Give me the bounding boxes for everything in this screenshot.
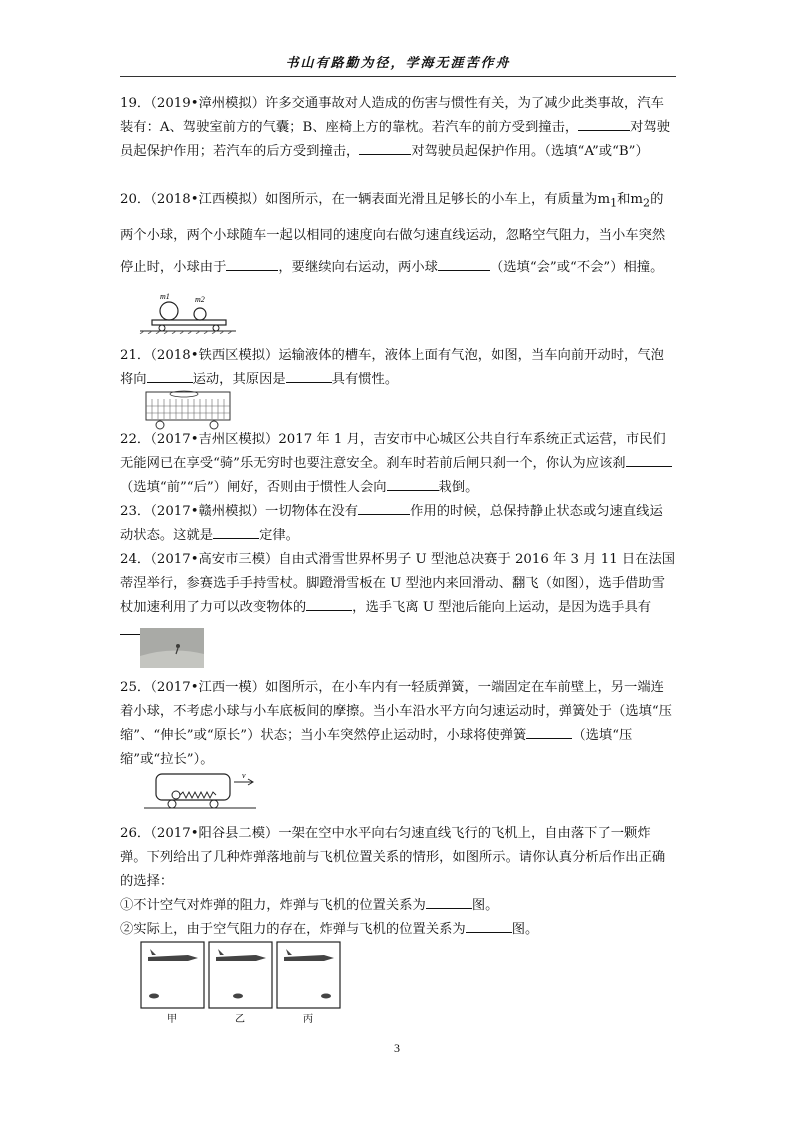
q24-blank-1[interactable] [306,596,352,611]
q19-blank-1[interactable] [578,116,630,131]
panel-label-bing: 丙 [303,1014,313,1024]
question-21 [120,344,676,392]
q26-blank-1[interactable] [426,894,472,909]
q21-text-1: 21．（2018•铁西区模拟）运输液体的槽车，液体上面有气泡，如图，当车向前开动时，气泡将向 [120,348,664,387]
page-number: 3 [394,1041,400,1055]
panel-yi [209,942,272,1024]
plane-icon [148,955,198,961]
figure-label-m2: m2 [195,295,205,304]
q22-text-2: （选填“前”“后”）闸好，否则由于惯性人会向 [120,480,387,495]
cart-spring-figure [140,770,260,812]
cart-wheel-right [213,325,219,331]
q21-blank-1[interactable] [147,368,193,383]
q20-text-5: （选填“会”或“不会”）相撞。 [489,259,664,275]
q20-text-1: 20．（2018•江西模拟）如图所示，在一辆表面光滑且足够长的小车上，有质量为m [120,192,611,207]
skier-figure [176,644,180,648]
q24-text-1: 24．（2017•高安市三模）自由式滑雪世界杯男子 U 型池总决赛于 2016 年 3 月 11 日在法国蒂涅举行，参赛选手手持雪杖。脚蹬滑雪板在 U 型池内来回滑动、翻飞（如图），选手借助雪杖加速利用了力可以改变物体的 [120,552,676,615]
bomb-icon [321,994,331,999]
q24-text-2: ，选手飞离 U 型池后能向上运动，是因为选手具有 [352,600,652,615]
cart-two-balls-figure [138,290,238,334]
q19-text-2: 对驾驶员起保护作用；若汽车的后方受到撞击， [120,120,671,159]
q26-text-3: 图。 [471,898,499,913]
q22-blank-1[interactable] [626,452,672,467]
header-rule [120,76,676,77]
plane-icon [284,955,334,961]
q20-subscript-2: 2 [643,196,651,210]
q23-blank-1[interactable] [358,500,410,515]
q20-blank-2[interactable] [438,256,490,271]
q20-blank-1[interactable] [226,256,278,271]
q21-text-2: 运动，其原因是 [192,372,286,387]
q22-blank-2[interactable] [387,476,439,491]
q20-text-2: 和m [617,192,644,207]
skier-photo [140,628,204,668]
question-22 [120,428,676,500]
header-motto: 书山有路勤为径，学海无涯苦作舟 [285,56,511,71]
plane-bomb-figure [140,940,344,1024]
q25-text-2: （选填“压缩”或“拉长”）。 [120,728,633,767]
spring [180,792,216,798]
q20-text-3: 的两个小球，两个小球随车一起以相同的速度向右做匀速直线运动，忽略空气阻力，当小车突然停止时，小球由于 [120,192,666,275]
bomb-icon [233,994,243,999]
ball-m1 [160,302,178,320]
q26-text-4: ②实际上，由于空气阻力的存在，炸弹与飞机的位置关系为 [120,922,466,937]
q26-text-2: ①不计空气对炸弹的阻力，炸弹与飞机的位置关系为 [120,898,426,913]
question-20 [120,184,676,284]
q23-text-3: 定律。 [259,528,299,543]
q19-text-3: 对驾驶员起保护作用。（选填“A”或“B”） [411,144,649,159]
question-19 [120,92,676,164]
panel-label-yi: 乙 [235,1014,245,1024]
q20-subscript-1: 1 [610,196,618,210]
q21-blank-2[interactable] [286,368,332,383]
plane-icon [216,955,266,961]
q22-text-1: 22．（2017•吉州区模拟）2017 年 1 月，吉安市中心城区公共自行车系统正式运营，市民们无能网已在享受“骑”乐无穷时也要注意安全。刹车时若前后闸只刹一个，你认为应该刹 [120,432,666,471]
q19-text-1: 19．（2019•漳州模拟）许多交通事故对人造成的伤害与惯性有关，为了减少此类事故，汽车装有：A、驾驶室前方的气囊；B、座椅上方的靠枕。若汽车的前方受到撞击， [120,96,664,135]
panel-jia [141,942,204,1024]
question-25 [120,676,676,772]
cart-wheel-left [168,800,176,808]
panel-label-jia: 甲 [167,1014,177,1024]
ball-m2 [194,308,206,320]
q21-text-3: 具有惯性。 [331,372,399,387]
tank-truck-figure [142,390,234,430]
cart-wheel-left [159,325,165,331]
cart-wheel-right [210,800,218,808]
q26-blank-2[interactable] [466,918,512,933]
q23-text-1: 23．（2017•赣州模拟）一切物体在没有 [120,504,359,519]
small-ball [172,791,180,799]
liquid-hatch [146,399,230,419]
q26-text-5: 图。 [511,922,539,937]
q23-text-2: 作用的时候，总保持静止状态或匀速直线运动状态。这就是 [120,504,663,543]
q23-blank-2[interactable] [213,524,259,539]
q19-blank-2[interactable] [359,140,411,155]
panel-bing [277,942,340,1024]
q25-text-1: 25．（2017•江西一模）如图所示，在小车内有一轻质弹簧，一端固定在车前壁上，另一端连着小球，不考虑小球与小车底板间的摩擦。当小车沿水平方向匀速运动时，弹簧处于（选填“压缩”、“伸长”或“原长”）状态；当小车突然停止运动时，小球将使弹簧 [120,680,672,743]
bomb-icon [149,994,159,999]
q22-text-3: 栽倒。 [438,480,479,495]
cart-body [152,320,226,325]
q25-blank-1[interactable] [526,724,572,739]
velocity-label: v [242,771,246,780]
q26-text-1: 26．（2017•阳谷县二模）一架在空中水平向右匀速直线飞行的飞机上，自由落下了一颗炸弹。下列给出了几种炸弹落地前与飞机位置关系的情形，如图所示。请你认真分析后作出正确的选择： [120,826,666,889]
q20-text-4: ，要继续向右运动，两小球 [278,259,438,275]
question-23 [120,500,676,548]
figure-label-m1: m1 [160,292,170,301]
question-26 [120,822,676,942]
